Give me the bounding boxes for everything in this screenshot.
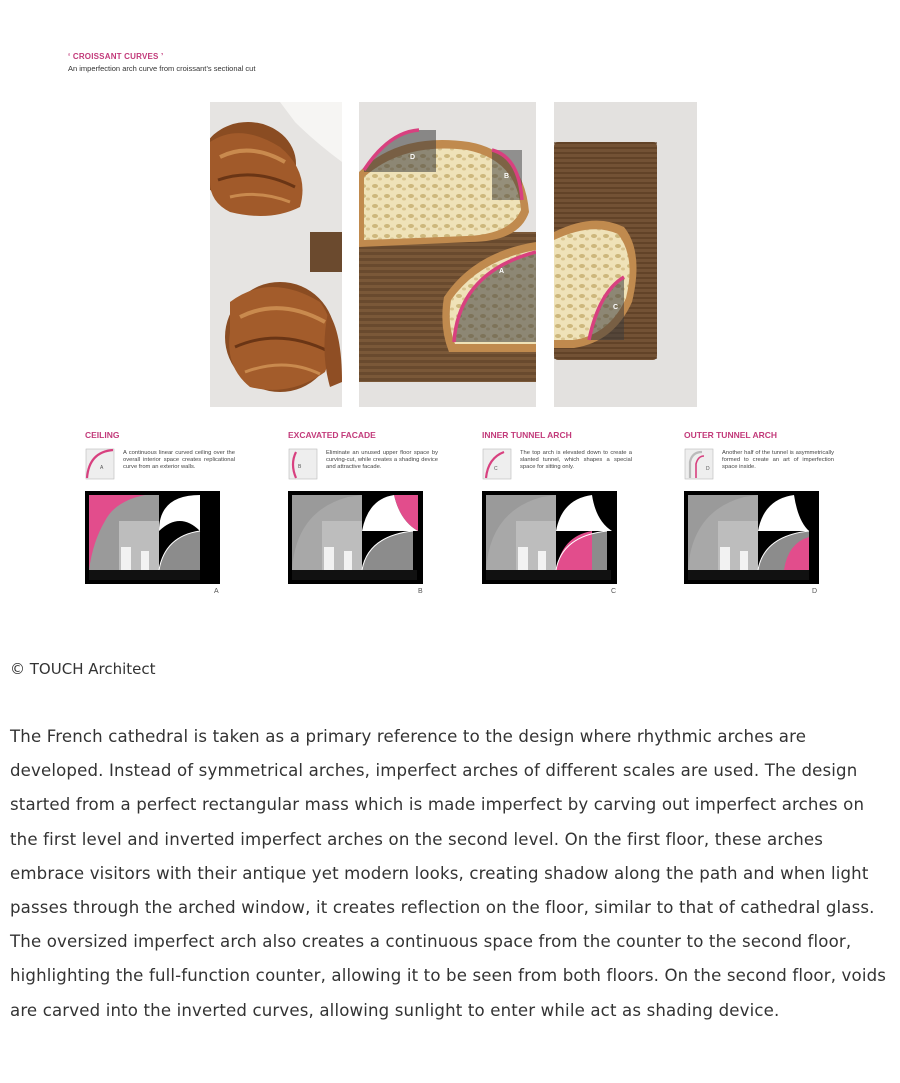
inner-tunnel-arch-diagram [482, 491, 617, 584]
photo-label-c: C [613, 304, 619, 311]
croissant-photo-image [210, 102, 342, 407]
column-description: The top arch is elevated down to create a slanted tunnel, which shapes a special space for sitting only. [520, 450, 632, 470]
outer-tunnel-arch-diagram [684, 491, 819, 584]
column-letter: C [611, 588, 617, 595]
column-ceiling [85, 428, 275, 603]
photo-label-b: B [504, 173, 510, 180]
column-outer-tunnel-arch [684, 428, 874, 603]
photo-label-d: D [410, 154, 416, 161]
column-heading: OUTER TUNNEL ARCH [684, 430, 778, 440]
ceiling-arch-icon [85, 448, 115, 480]
photo-label-a: A [499, 268, 505, 275]
column-heading: EXCAVATED FACADE [288, 430, 376, 440]
photo-panel-croissants [210, 102, 342, 407]
outer-tunnel-arch-icon [684, 448, 714, 480]
column-letter: A [214, 588, 219, 595]
column-letter: B [418, 588, 423, 595]
column-description: Eliminate an unused upper floor space by curving-cut, while creates a shading device and attractive facade. [326, 450, 438, 470]
column-heading: CEILING [85, 430, 120, 440]
croissant-section-photo [359, 102, 536, 407]
excavated-facade-diagram [288, 491, 423, 584]
icon-letter: D [706, 466, 710, 472]
article-paragraph: The French cathedral is taken as a primary reference to the design where rhythmic arches are developed. Instead of symmetrical arches, imperfect arches of different scales are used. The design started from a perfect rectangular mass which is made imperfect by carving out imperfect arches on the first level and inverted imperfect arches on the second level. On the first floor, these arches embrace visitors with their antique yet modern looks, creating shadow along the path and when light passes through the arched window, it creates reflection on the floor, similar to that of cathedral glass. The oversized imperfect arch also creates a continuous space from the counter to the second floor, highlighting the full-function counter, allowing it to be seen from both floors. On the second floor, voids are carved into the inverted curves, allowing sunlight to enter while act as shading device. [10, 727, 887, 1020]
figure-subtitle: An imperfection arch curve from croissant’s sectional cut [68, 64, 256, 73]
photo-panel-section-top [359, 102, 536, 407]
column-description: A continuous linear curved ceiling over the overall interior space creates replicational curve from an exterior walls. [123, 450, 235, 470]
icon-letter: A [100, 465, 104, 471]
column-inner-tunnel-arch [482, 428, 672, 603]
image-credit: © TOUCH Architect [10, 660, 156, 678]
excavated-facade-icon [288, 448, 318, 480]
photo-panel-section-right [554, 102, 697, 407]
column-letter: D [812, 588, 818, 595]
icon-letter: B [298, 464, 302, 470]
croissant-half-photo [554, 102, 697, 407]
icon-letter: C [494, 466, 498, 472]
column-description: Another half of the tunnel is asymmetrically formed to create an art of imperfection space inside. [722, 450, 834, 470]
column-excavated-facade [288, 428, 478, 603]
figure-title: ‘ CROISSANT CURVES ’ [68, 52, 164, 61]
ceiling-section-diagram [85, 491, 220, 584]
column-heading: INNER TUNNEL ARCH [482, 430, 572, 440]
inner-tunnel-arch-icon [482, 448, 512, 480]
